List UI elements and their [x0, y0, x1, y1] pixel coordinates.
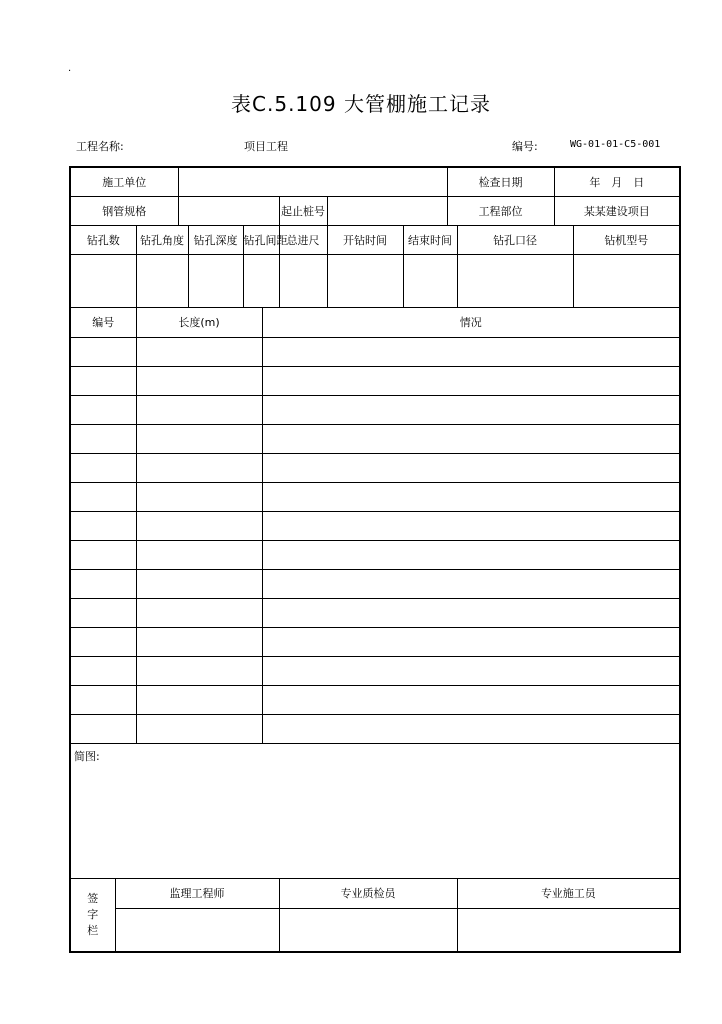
log-status-header: 情况	[262, 307, 680, 337]
drill-header: 钻孔数	[70, 225, 136, 254]
log-row	[70, 424, 680, 453]
drill-value-cell[interactable]	[573, 254, 680, 307]
log-length-cell[interactable]	[136, 511, 262, 540]
sign-field[interactable]	[457, 908, 680, 952]
drill-header: 钻孔深度	[188, 225, 243, 254]
log-length-cell[interactable]	[136, 424, 262, 453]
page-title: 表C.5.109 大管棚施工记录	[231, 92, 491, 116]
drill-value-cell[interactable]	[243, 254, 279, 307]
drill-value-cell[interactable]	[136, 254, 188, 307]
project-name-value: 项目工程	[244, 140, 288, 153]
drill-header: 钻机型号	[573, 225, 680, 254]
log-no-header: 编号	[70, 307, 136, 337]
inspection-date-field[interactable]: 年 月 日	[554, 167, 680, 196]
log-no-cell[interactable]	[70, 627, 136, 656]
log-no-cell[interactable]	[70, 366, 136, 395]
log-length-cell[interactable]	[136, 627, 262, 656]
log-row	[70, 685, 680, 714]
log-length-cell[interactable]	[136, 395, 262, 424]
log-length-header: 长度(m)	[136, 307, 262, 337]
log-no-cell[interactable]	[70, 598, 136, 627]
log-row	[70, 511, 680, 540]
log-no-cell[interactable]	[70, 482, 136, 511]
log-length-cell[interactable]	[136, 540, 262, 569]
sketch-area[interactable]	[70, 743, 680, 878]
log-no-cell[interactable]	[70, 714, 136, 743]
drill-header: 钻孔间距	[243, 225, 279, 254]
log-status-cell[interactable]	[262, 366, 680, 395]
drill-value-cell[interactable]	[403, 254, 457, 307]
log-status-cell[interactable]	[262, 540, 680, 569]
sign-field-row	[70, 908, 680, 952]
log-no-cell[interactable]	[70, 685, 136, 714]
drill-value-cell[interactable]	[279, 254, 327, 307]
project-name-label: 工程名称:	[76, 140, 124, 153]
drill-header: 结束时间	[403, 225, 457, 254]
drill-header: 总进尺	[279, 225, 327, 254]
drill-header: 钻孔角度	[136, 225, 188, 254]
construction-unit-label: 施工单位	[70, 167, 178, 196]
pipe-spec-field[interactable]	[178, 196, 279, 225]
log-no-cell[interactable]	[70, 424, 136, 453]
log-row	[70, 395, 680, 424]
sign-side-label	[70, 878, 115, 952]
log-status-cell[interactable]	[262, 656, 680, 685]
sign-field[interactable]	[115, 908, 279, 952]
construction-unit-field[interactable]	[178, 167, 447, 196]
sign-role: 监理工程师	[115, 878, 279, 908]
sign-role: 专业质检员	[279, 878, 457, 908]
log-length-cell[interactable]	[136, 453, 262, 482]
drill-value-row	[70, 254, 680, 307]
log-no-cell[interactable]	[70, 540, 136, 569]
drill-header-row	[70, 225, 680, 254]
log-no-cell[interactable]	[70, 337, 136, 366]
log-status-cell[interactable]	[262, 714, 680, 743]
log-length-cell[interactable]	[136, 598, 262, 627]
log-status-cell[interactable]	[262, 453, 680, 482]
row-spec-pile-part	[70, 196, 680, 225]
log-length-cell[interactable]	[136, 685, 262, 714]
drill-value-cell[interactable]	[457, 254, 573, 307]
log-header-row	[70, 307, 680, 337]
log-rows	[70, 337, 680, 743]
log-row	[70, 656, 680, 685]
drill-value-cell[interactable]	[188, 254, 243, 307]
row-unit-date	[70, 167, 680, 196]
log-length-cell[interactable]	[136, 714, 262, 743]
log-row	[70, 714, 680, 743]
log-status-cell[interactable]	[262, 685, 680, 714]
log-length-cell[interactable]	[136, 656, 262, 685]
project-part-label: 工程部位	[447, 196, 554, 225]
sign-field[interactable]	[279, 908, 457, 952]
log-no-cell[interactable]	[70, 453, 136, 482]
log-length-cell[interactable]	[136, 482, 262, 511]
log-no-cell[interactable]	[70, 569, 136, 598]
sketch-row	[70, 743, 680, 878]
log-row	[70, 482, 680, 511]
inspection-date-label: 检查日期	[447, 167, 554, 196]
log-row	[70, 598, 680, 627]
log-status-cell[interactable]	[262, 337, 680, 366]
drill-value-cell[interactable]	[327, 254, 403, 307]
pile-number-field[interactable]	[327, 196, 447, 225]
record-number-label: 编号:	[512, 140, 538, 153]
log-status-cell[interactable]	[262, 482, 680, 511]
log-no-cell[interactable]	[70, 395, 136, 424]
log-length-cell[interactable]	[136, 569, 262, 598]
log-status-cell[interactable]	[262, 598, 680, 627]
pipe-spec-label: 钢管规格	[70, 196, 178, 225]
sketch-label: 简图:	[74, 749, 100, 763]
log-row	[70, 540, 680, 569]
log-status-cell[interactable]	[262, 424, 680, 453]
project-part-field[interactable]: 某某建设项目	[554, 196, 680, 225]
drill-header: 开钻时间	[327, 225, 403, 254]
sign-side-text: 签 字 栏	[87, 891, 99, 937]
corner-mark: .	[68, 63, 72, 74]
log-row	[70, 366, 680, 395]
drill-header: 钻孔口径	[457, 225, 573, 254]
sign-role-row	[70, 878, 680, 908]
log-no-cell[interactable]	[70, 511, 136, 540]
record-form	[69, 166, 681, 953]
log-status-cell[interactable]	[262, 511, 680, 540]
log-length-cell[interactable]	[136, 366, 262, 395]
sign-role: 专业施工员	[457, 878, 680, 908]
record-number-value: WG-01-01-C5-001	[570, 139, 661, 150]
log-row	[70, 569, 680, 598]
log-no-cell[interactable]	[70, 656, 136, 685]
log-row	[70, 337, 680, 366]
log-length-cell[interactable]	[136, 337, 262, 366]
log-row	[70, 453, 680, 482]
log-row	[70, 627, 680, 656]
log-status-cell[interactable]	[262, 395, 680, 424]
pile-number-label: 起止桩号	[279, 196, 327, 225]
drill-value-cell[interactable]	[70, 254, 136, 307]
log-status-cell[interactable]	[262, 569, 680, 598]
log-status-cell[interactable]	[262, 627, 680, 656]
